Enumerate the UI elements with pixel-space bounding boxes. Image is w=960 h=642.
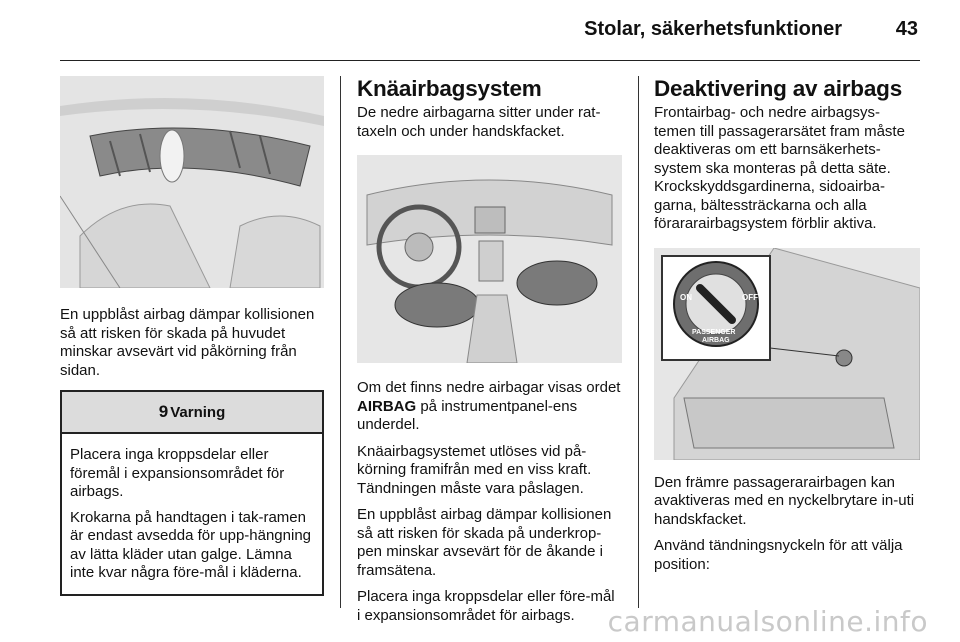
page-number: 43: [895, 18, 918, 40]
airbag-switch-illustration: [654, 248, 920, 460]
knee-airbag-caution: Placera inga kroppsdelar eller före-mål i expansionsområdet för airbags.: [357, 588, 615, 624]
warning-text-1: Placera inga kroppsdelar eller föremål i expansionsområdet för airbags.: [70, 446, 285, 500]
knee-airbag-intro: De nedre airbagarna sitter under rat-taxeln och under handskfacket.: [357, 104, 601, 140]
column-divider: [340, 76, 341, 608]
curtain-airbag-illustration: [60, 76, 324, 288]
key-switch-drawing: [654, 248, 920, 460]
airbag-keyword: AIRBAG: [357, 397, 417, 415]
dashboard-drawing: [357, 155, 622, 363]
switch-label-off: OFF: [742, 292, 758, 302]
warning-icon: 9: [158, 402, 169, 421]
caption-curtain-airbag: En uppblåst airbag dämpar kollisionen så att risken för skada på huvudet minskar avsevärt vid påkörning från sidan.: [60, 306, 315, 379]
section-heading-knee-airbag: Knäairbagsystem: [357, 76, 542, 101]
curtain-airbag-drawing: [60, 76, 324, 288]
deactivation-switch-location: Den främre passagerarairbagen kan avaktiveras med en nyckelbrytare in-uti handskfacket.: [654, 473, 915, 528]
watermark: carmanualsonline.info: [607, 605, 928, 638]
warning-header: [62, 392, 322, 434]
switch-label-passenger: PASSENGER: [692, 328, 736, 336]
header-rule: [60, 60, 920, 61]
knee-airbag-trigger: Knäairbagsystemet utlöses vid på-körning framifrån med en viss kraft. Tändningen måste vara påslagen.: [357, 442, 592, 497]
column-divider: [638, 76, 639, 608]
warning-title: Varning: [170, 403, 226, 421]
page-title: Stolar, säkerhetsfunktioner: [584, 18, 842, 40]
knee-airbag-illustration: [357, 155, 622, 363]
switch-label-on: ON: [680, 292, 692, 302]
column-left: [60, 72, 324, 596]
airbag-label-paragraph: Om det finns nedre airbagar visas ordet AIRBAG på instrumentpanel-ens underdel.: [357, 379, 621, 433]
warning-text-2: Krokarna på handtagen i tak-ramen är endast avsedda för upp-hängning av lätta kläder utan galge. Lämna inte kvar några före-mål i kläderna.: [70, 508, 312, 581]
deactivation-intro: Frontairbag- och nedre airbagsys-temen till passagerarsätet fram måste deaktiveras om ett barnsäkerhets-system ska monteras på detta säte. Krockskyddsgardinerna, sidoairba-garna, bältessträckarna och alla förararairbagsystem förblir aktiva.: [654, 104, 905, 232]
page-header: [60, 14, 920, 50]
knee-airbag-effect: En uppblåst airbag dämpar kollisionen så att risken för skada på underkrop-pen minskar avsevärt för de åkande i framsätena.: [357, 506, 612, 579]
deactivation-key-instruction: Använd tändningsnyckeln för att välja position:: [654, 537, 903, 573]
warning-body: [62, 434, 322, 594]
column-middle: [357, 72, 622, 633]
switch-label-airbag: AIRBAG: [702, 336, 730, 344]
column-right: [654, 72, 920, 582]
section-heading-deactivation: Deaktivering av airbags: [654, 76, 903, 101]
warning-box: [60, 390, 324, 596]
